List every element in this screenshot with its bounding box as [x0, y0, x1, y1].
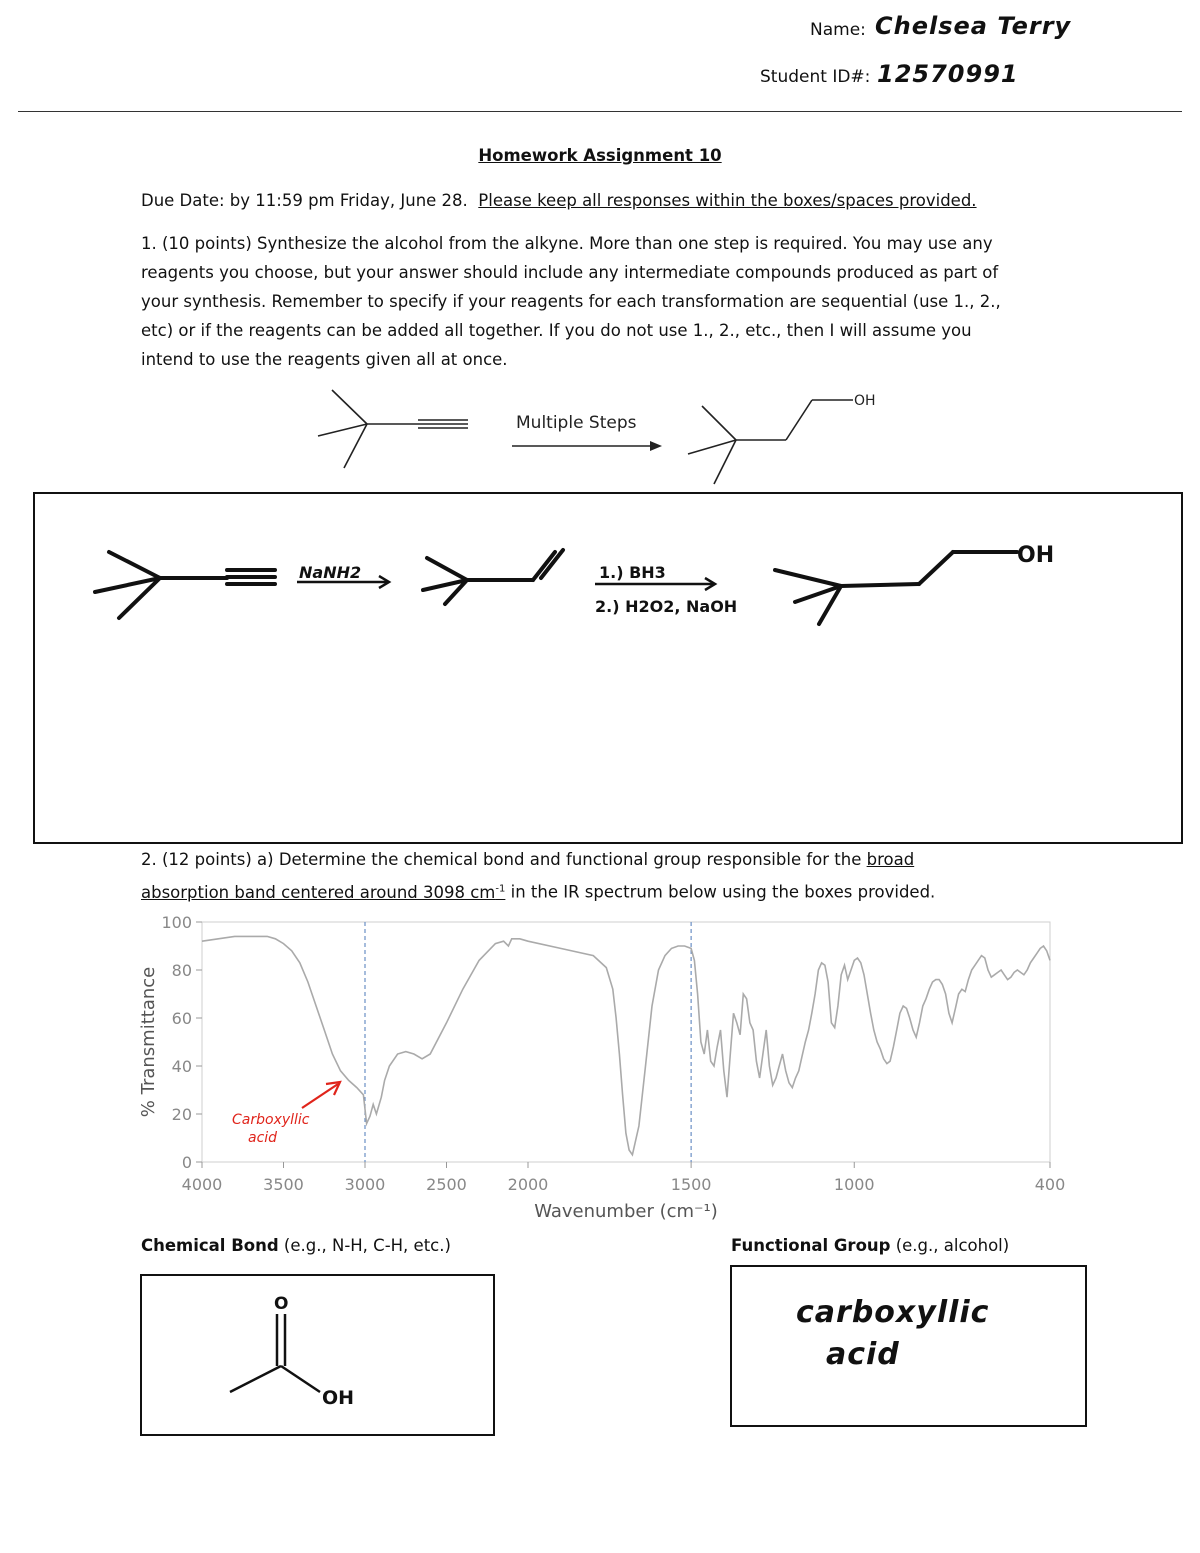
- y-axis-label: % Transmittance: [138, 966, 159, 1118]
- due-instruction: Please keep all responses within the boxes/spaces provided.: [478, 191, 977, 210]
- bond-oxygen-label: O: [274, 1294, 289, 1314]
- starting-alkyne-structure: [318, 390, 468, 468]
- y-tick-label: 100: [161, 913, 192, 932]
- functional-group-answer-line-2: acid: [826, 1337, 900, 1372]
- q1-line: 1. (10 points) Synthesize the alcohol from the alkyne. More than one step is required. You may use any: [141, 234, 993, 253]
- x-tick-label: 2500: [426, 1175, 467, 1194]
- q2-line-2: [141, 874, 1061, 907]
- chemical-bond-label: [141, 1236, 451, 1255]
- name-value: Chelsea Terry: [875, 12, 1072, 40]
- due-date: [141, 186, 1061, 215]
- due-date-text: Due Date: by 11:59 pm Friday, June 28.: [141, 191, 468, 210]
- product-alcohol-structure: [688, 400, 853, 484]
- chemical-bond-label-hint: (e.g., N-H, C-H, etc.): [278, 1236, 451, 1255]
- q2-absorption-text: absorption band centered around 3098 cm: [141, 882, 496, 902]
- functional-group-answer-box[interactable]: [730, 1265, 1087, 1427]
- student-id-label: Student ID#:: [760, 67, 871, 87]
- q2-line-1-text: 2. (12 points) a) Determine the chemical bond and functional group responsible for the: [141, 850, 862, 869]
- ir-spectrum-chart: [130, 912, 1070, 1227]
- functional-group-label: [731, 1236, 1009, 1255]
- x-tick-label: 1000: [833, 1175, 875, 1194]
- y-tick-label: 80: [171, 961, 192, 980]
- q1-reaction-scheme: [300, 380, 900, 490]
- q2-superscript: -1: [495, 883, 506, 894]
- page-title: Homework Assignment 10: [478, 146, 722, 165]
- name-label: Name:: [810, 20, 866, 40]
- product-oh-label: OH: [854, 393, 876, 409]
- answer-alkene-structure: [423, 550, 563, 604]
- scheme-arrow: [512, 441, 662, 451]
- answer-reagent-1: NaNH2: [299, 563, 362, 582]
- chart-reference-lines: [365, 922, 691, 1162]
- q2-line-2-rest: in the IR spectrum below using the boxes provided.: [505, 882, 936, 902]
- x-tick-label: 3500: [263, 1175, 304, 1194]
- x-axis-label: Wavenumber (cm⁻¹): [534, 1201, 718, 1222]
- x-tick-label: 400: [1034, 1175, 1066, 1194]
- chemical-bond-answer-box[interactable]: [140, 1274, 495, 1436]
- question-1-text: [141, 229, 1061, 374]
- q2-broad-underlined: broad: [866, 850, 915, 869]
- answer-oh-label: OH: [1017, 543, 1055, 568]
- y-tick-label: 60: [171, 1009, 192, 1028]
- functional-group-label-hint: (e.g., alcohol): [890, 1236, 1010, 1255]
- q1-line: your synthesis. Remember to specify if your reagents for each transformation are sequential (use 1., 2.,: [141, 292, 1001, 311]
- x-tick-label: 1500: [670, 1175, 712, 1194]
- scheme-arrow-label: Multiple Steps: [516, 413, 637, 433]
- answer-alkyne-structure: [95, 552, 275, 618]
- y-tick-label: 40: [171, 1057, 192, 1076]
- functional-group-answer-line-1: carboxyllic: [796, 1295, 990, 1330]
- bond-handwritten-answer: [142, 1276, 493, 1434]
- answer-reagent-2-step-2: 2.) H2O2, NaOH: [595, 597, 738, 616]
- functional-group-label-bold: Functional Group: [731, 1236, 891, 1255]
- chart-ticks: [161, 913, 1065, 1194]
- q1-handwritten-answer: [35, 494, 1181, 842]
- student-id-value: 12570991: [877, 60, 1019, 88]
- q1-answer-box[interactable]: [33, 492, 1183, 844]
- header-rule: [18, 111, 1182, 112]
- x-tick-label: 3000: [344, 1175, 386, 1194]
- answer-reagent-2-step-1: 1.) BH3: [599, 563, 666, 582]
- annotation-acid: acid: [248, 1130, 278, 1146]
- x-tick-label: 2000: [507, 1175, 549, 1194]
- ir-series-line: [202, 936, 1050, 1154]
- q1-line: etc) or if the reagents can be added all together. If you do not use 1., 2., etc., then I will assume you: [141, 321, 972, 340]
- q2-line-1: [141, 845, 1061, 874]
- x-tick-label: 4000: [181, 1175, 223, 1194]
- y-tick-label: 0: [181, 1153, 192, 1172]
- q1-line: intend to use the reagents given all at once.: [141, 350, 508, 369]
- y-tick-label: 20: [171, 1105, 192, 1124]
- answer-product-structure: [775, 552, 1017, 624]
- question-2-text: [141, 845, 1061, 907]
- annotation-arrow: [302, 1082, 340, 1108]
- bond-oh-label: OH: [322, 1387, 355, 1409]
- bond-structure: [230, 1314, 320, 1392]
- q1-line: reagents you choose, but your answer should include any intermediate compounds produced as part of: [141, 263, 999, 282]
- annotation-carboxyllic: Carboxyllic: [232, 1112, 310, 1128]
- q2-absorption-underlined: [141, 883, 505, 902]
- chemical-bond-label-bold: Chemical Bond: [141, 1236, 279, 1255]
